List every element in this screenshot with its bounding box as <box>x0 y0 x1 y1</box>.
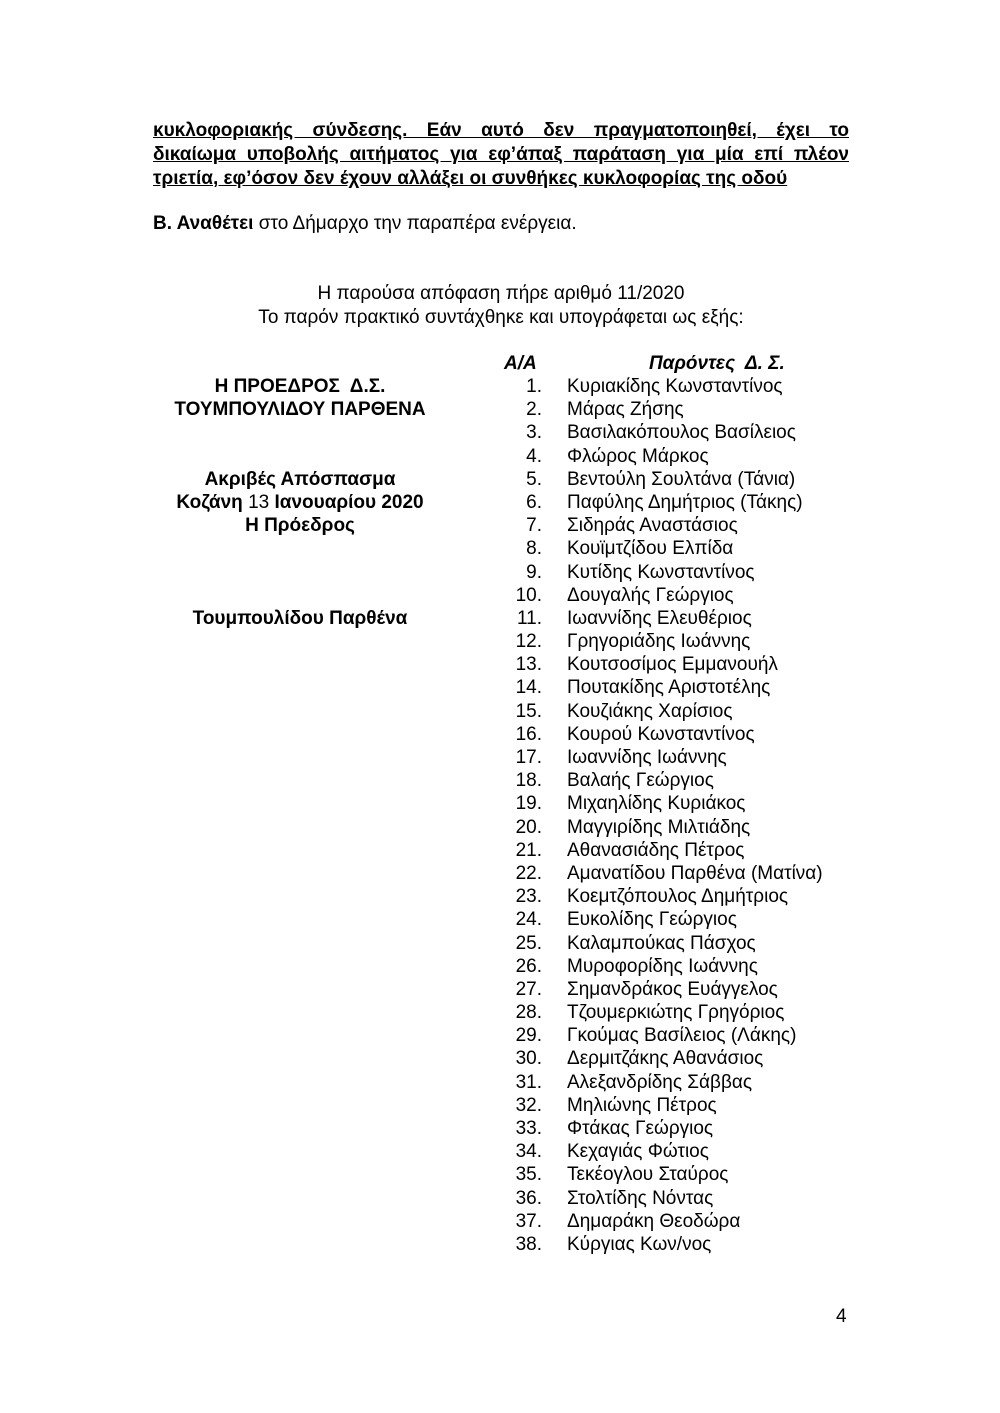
attendee-number: 37. <box>515 1210 542 1232</box>
excerpt-title: Ακριβές Απόσπασμα <box>204 469 396 490</box>
attendee-name: Καλαμπούκας Πάσχος <box>567 932 756 954</box>
attendee-number: 12. <box>515 631 542 653</box>
attendee-number: 35. <box>515 1164 542 1186</box>
attendee-name: Αθανασιάδης Πέτρος <box>567 839 745 861</box>
decision-number-line: Η παρούσα απόφαση πήρε αριθμό 11/2020 <box>317 283 685 304</box>
attendee-name: Βαλαής Γεώργιος <box>567 770 714 792</box>
attendee-number: 34. <box>515 1141 542 1163</box>
list-item <box>500 978 823 1001</box>
attendee-number: 1. <box>526 376 542 397</box>
list-item <box>500 630 823 653</box>
list-item <box>500 468 823 491</box>
president-name: ΤΟΥΜΠΟΥΛΙΔΟΥ ΠΑΡΘΕΝΑ <box>174 399 426 421</box>
list-item <box>500 653 823 676</box>
attendees-header-present: Παρόντες Δ. Σ. <box>649 353 785 374</box>
attendee-name: Μιχαηλίδης Κυριάκος <box>567 793 746 815</box>
attendee-number: 11. <box>516 607 542 629</box>
attendee-number: 19. <box>515 793 542 815</box>
attendee-name: Φτάκας Γεώργιος <box>567 1118 714 1139</box>
attendee-number: 5. <box>526 468 542 490</box>
excerpt-day: 13 <box>248 492 270 514</box>
attendee-number: 16. <box>515 723 542 745</box>
attendee-number: 17. <box>515 747 542 768</box>
attendee-number: 26. <box>515 955 542 977</box>
list-item <box>500 1001 823 1024</box>
attendee-name: Αμανατίδου Παρθένα (Ματίνα) <box>567 862 823 884</box>
attendee-number: 33. <box>515 1118 542 1139</box>
excerpt-month-year: Ιανουαρίου 2020 <box>269 492 424 514</box>
attendee-name: Γκούμας Βασίλειος (Λάκης) <box>567 1025 797 1047</box>
attendee-number: 32. <box>515 1094 542 1116</box>
list-item <box>500 1117 823 1140</box>
excerpt-date-line <box>140 491 460 514</box>
list-item <box>500 676 823 699</box>
attendee-number: 30. <box>515 1048 542 1070</box>
attendee-number: 2. <box>526 399 542 421</box>
item-b-bold: Β. Αναθέτει <box>153 213 254 234</box>
attendee-name: Ιωαννίδης Ιωάννης <box>567 747 727 768</box>
attendee-name: Κύργιας Κων/νος <box>567 1233 712 1255</box>
list-item <box>500 561 823 584</box>
list-item <box>500 421 823 444</box>
list-item <box>500 537 823 560</box>
list-item <box>500 839 823 862</box>
attendee-number: 14. <box>515 677 542 699</box>
attendee-number: 23. <box>515 886 542 908</box>
attendee-name: Παφύλης Δημήτριος (Τάκης) <box>567 491 803 513</box>
paragraph-continuation <box>153 119 849 191</box>
signature-intro-line: Το παρόν πρακτικό συντάχθηκε και υπογράφεται ως εξής: <box>258 307 744 328</box>
paragraph-line-1: κυκλοφοριακής σύνδεσης. Εάν αυτό δεν πραγματοποιηθεί, έχει το <box>153 120 849 141</box>
list-item <box>500 491 823 514</box>
attendee-name: Τζουμερκιώτης Γρηγόριος <box>567 1002 785 1024</box>
list-item <box>500 1233 823 1256</box>
attendee-number: 24. <box>515 909 542 931</box>
attendee-number: 21. <box>515 839 542 861</box>
attendee-number: 7. <box>526 515 542 537</box>
attendee-number: 22. <box>515 862 542 884</box>
attendees-header-aa: Α/Α <box>504 353 537 374</box>
attendee-name: Μυροφορίδης Ιωάννης <box>567 955 758 977</box>
attendee-name: Σημανδράκος Ευάγγελος <box>567 978 778 1000</box>
list-item <box>500 816 823 839</box>
attendee-name: Κουϊμτζίδου Ελπίδα <box>567 538 734 560</box>
attendee-name: Βασιλακόπουλος Βασίλειος <box>567 422 796 444</box>
attendee-number: 25. <box>515 932 542 954</box>
list-item <box>500 1140 823 1163</box>
attendee-name: Κουζιάκης Χαρίσιος <box>567 700 733 722</box>
list-item <box>500 375 823 398</box>
excerpt-block <box>140 468 460 538</box>
decision-info <box>153 282 849 330</box>
excerpt-role: Η Πρόεδρος <box>245 515 355 537</box>
attendee-name: Δερμιτζάκης Αθανάσιος <box>567 1048 764 1070</box>
list-item <box>500 769 823 792</box>
list-item <box>500 700 823 723</box>
list-item <box>500 445 823 468</box>
attendee-name: Κυτίδης Κωνσταντίνος <box>567 561 755 583</box>
attendee-name: Στολτίδης Νόντας <box>567 1187 714 1209</box>
list-item <box>500 908 823 931</box>
page-number: 4 <box>836 1306 847 1327</box>
attendee-number: 3. <box>526 422 542 444</box>
list-item <box>500 514 823 537</box>
attendee-number: 4. <box>526 445 542 467</box>
attendee-name: Κοεμτζόπουλος Δημήτριος <box>567 886 789 908</box>
attendee-number: 10. <box>515 584 542 606</box>
excerpt-place: Κοζάνη <box>176 492 249 514</box>
attendee-number: 28. <box>515 1002 542 1024</box>
attendee-name: Μάρας Ζήσης <box>567 399 684 421</box>
attendee-name: Μηλιώνης Πέτρος <box>567 1094 717 1116</box>
list-item <box>500 932 823 955</box>
attendee-name: Δημαράκη Θεοδώρα <box>567 1210 741 1232</box>
list-item <box>500 746 823 769</box>
attendee-number: 6. <box>526 491 542 513</box>
list-item <box>500 955 823 978</box>
attendee-name: Κυριακίδης Κωνσταντίνος <box>567 376 783 397</box>
attendee-name: Κουρού Κωνσταντίνος <box>567 723 755 745</box>
attendee-name: Κεχαγιάς Φώτιος <box>567 1141 709 1163</box>
attendee-name: Βεντούλη Σουλτάνα (Τάνια) <box>567 468 796 490</box>
list-item <box>500 1163 823 1186</box>
paragraph-line-3: τριετία, εφ’όσον δεν έχουν αλλάξει οι συνθήκες κυκλοφορίας της οδού <box>153 168 788 189</box>
attendee-number: 36. <box>515 1187 542 1209</box>
signatory-name: Τουμπουλίδου Παρθένα <box>192 608 408 629</box>
attendee-name: Μαγγιρίδης Μιλτιάδης <box>567 816 751 838</box>
attendee-name: Ιωαννίδης Ελευθέριος <box>567 607 752 629</box>
attendees-list <box>500 375 823 1256</box>
attendee-name: Αλεξανδρίδης Σάββας <box>567 1071 753 1093</box>
list-item <box>500 792 823 815</box>
list-item <box>500 885 823 908</box>
president-title: Η ΠΡΟΕΔΡΟΣ Δ.Σ. <box>214 376 386 397</box>
attendee-name: Τεκέογλου Σταύρος <box>567 1164 729 1186</box>
attendee-number: 8. <box>526 538 542 560</box>
attendee-number: 27. <box>515 978 542 1000</box>
item-b <box>153 212 577 236</box>
paragraph-line-2: δικαίωμα υποβολής αιτήματος για εφ’άπαξ παράταση για μία επί πλέον <box>153 144 849 165</box>
list-item <box>500 1071 823 1094</box>
attendee-name: Φλώρος Μάρκος <box>567 445 709 467</box>
attendee-number: 29. <box>515 1025 542 1047</box>
attendee-name: Σιδηράς Αναστάσιος <box>567 515 738 537</box>
attendee-name: Γρηγοριάδης Ιωάννης <box>567 631 751 653</box>
list-item <box>500 584 823 607</box>
item-b-text: στο Δήμαρχο την παραπέρα ενέργεια. <box>253 213 577 234</box>
list-item <box>500 398 823 421</box>
attendee-number: 15. <box>515 700 542 722</box>
list-item <box>500 1210 823 1233</box>
attendee-number: 18. <box>515 770 542 792</box>
attendee-name: Δουγαλής Γεώργιος <box>567 584 734 606</box>
list-item <box>500 1047 823 1070</box>
list-item <box>500 607 823 630</box>
attendee-number: 13. <box>515 654 542 676</box>
list-item <box>500 862 823 885</box>
list-item <box>500 723 823 746</box>
attendee-number: 38. <box>515 1233 542 1255</box>
list-item <box>500 1094 823 1117</box>
attendee-number: 31. <box>515 1071 542 1093</box>
attendee-number: 9. <box>526 561 542 583</box>
attendee-name: Κουτσοσίμος Εμμανουήλ <box>567 654 778 676</box>
attendee-name: Ευκολίδης Γεώργιος <box>567 909 737 931</box>
list-item <box>500 1187 823 1210</box>
list-item <box>500 1024 823 1047</box>
attendee-number: 20. <box>515 816 542 838</box>
signatory-block <box>140 607 460 630</box>
president-block <box>140 375 460 421</box>
attendee-name: Πουτακίδης Αριστοτέλης <box>567 677 771 699</box>
